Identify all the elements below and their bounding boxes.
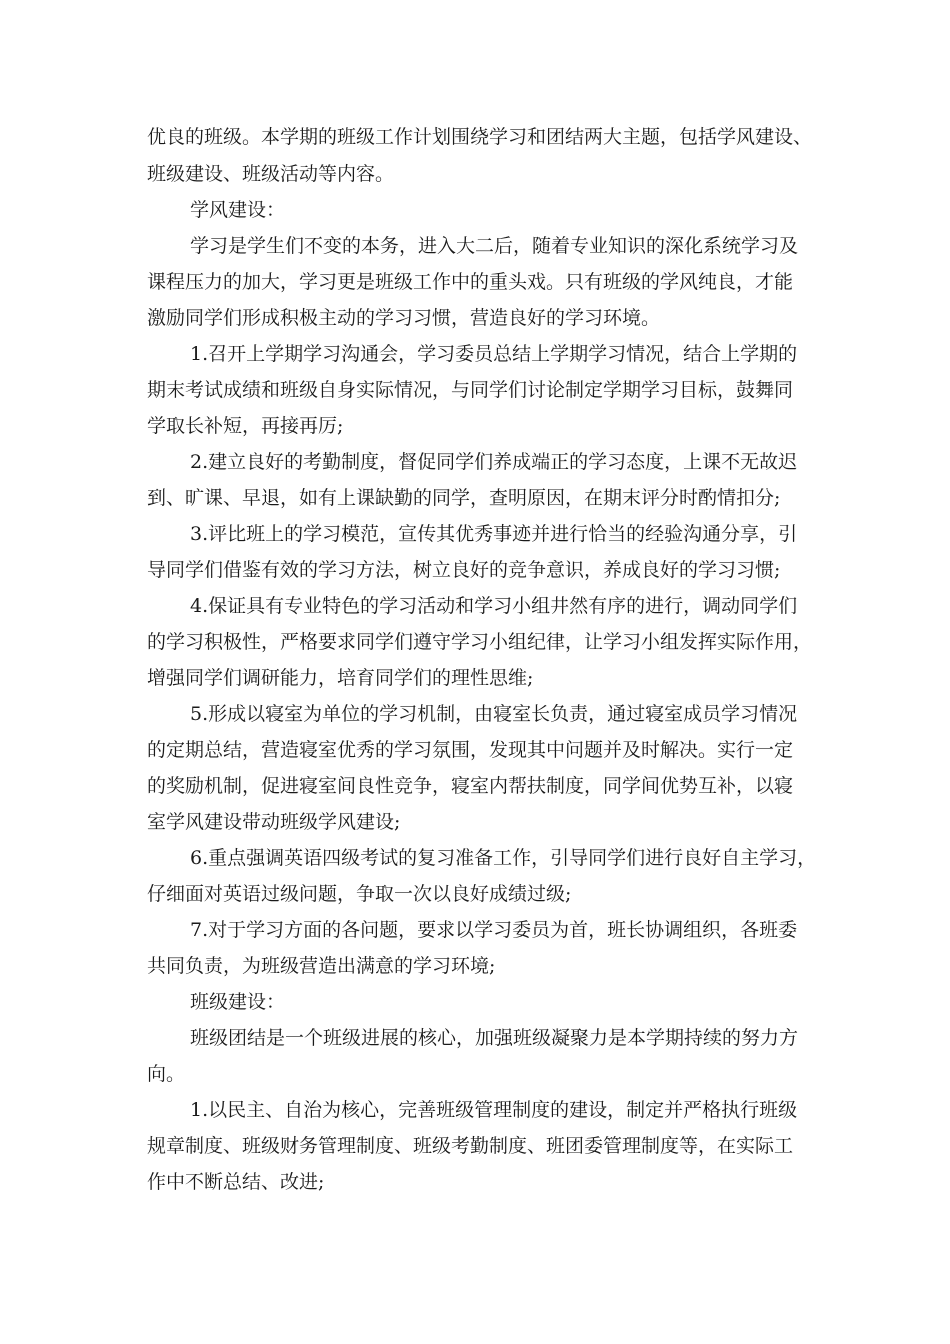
- list-item: 4.保证具有专业特色的学习活动和学习小组井然有序的进行，调动同学们: [190, 595, 798, 617]
- text-line: 学取长补短，再接再厉;: [147, 415, 344, 437]
- text-line: 激励同学们形成积极主动的学习习惯，营造良好的学习环境。: [147, 307, 661, 329]
- text-line: 的定期总结，营造寝室优秀的学习氛围，发现其中问题并及时解决。实行一定: [147, 739, 794, 761]
- text-line: 的奖励机制，促进寝室间良性竞争，寝室内帮扶制度，同学间优势互补，以寝: [147, 775, 794, 797]
- list-item: 7.对于学习方面的各问题，要求以学习委员为首，班长协调组织，各班委: [190, 919, 798, 941]
- text-line: 共同负责，为班级营造出满意的学习环境;: [147, 955, 496, 977]
- text-line: 室学风建设带动班级学风建设;: [147, 811, 401, 833]
- text-line: 规章制度、班级财务管理制度、班级考勤制度、班团委管理制度等，在实际工: [147, 1135, 794, 1157]
- text-line: 向。: [147, 1063, 186, 1085]
- text-line: 仔细面对英语过级问题，争取一次以良好成绩过级;: [147, 883, 572, 905]
- text-line: 的学习积极性，严格要求同学们遵守学习小组纪律，让学习小组发挥实际作用，: [147, 631, 813, 653]
- text-line: 作中不断总结、改进;: [147, 1171, 325, 1193]
- list-item: 2.建立良好的考勤制度，督促同学们养成端正的学习态度，上课不无故迟: [190, 451, 798, 473]
- section-heading: 班级建设：: [190, 991, 286, 1013]
- text-line: 导同学们借鉴有效的学习方法，树立良好的竞争意识，养成良好的学习习惯;: [147, 559, 781, 581]
- text-line: 到、旷课、早退，如有上课缺勤的同学，查明原因，在期末评分时酌情扣分;: [147, 487, 781, 509]
- text-line: 期末考试成绩和班级自身实际情况，与同学们讨论制定学期学习目标，鼓舞同: [147, 379, 794, 401]
- text-line: 优良的班级。本学期的班级工作计划围绕学习和团结两大主题，包括学风建设、: [147, 126, 813, 148]
- list-item: 1.以民主、自治为核心，完善班级管理制度的建设，制定并严格执行班级: [190, 1099, 798, 1121]
- text-line: 班级团结是一个班级进展的核心，加强班级凝聚力是本学期持续的努力方: [190, 1027, 799, 1049]
- text-line: 学习是学生们不变的本务，进入大二后，随着专业知识的深化系统学习及: [190, 235, 799, 257]
- text-line: 增强同学们调研能力，培育同学们的理性思维;: [147, 667, 534, 689]
- list-item: 5.形成以寝室为单位的学习机制，由寝室长负责，通过寝室成员学习情况: [190, 703, 798, 725]
- text-line: 课程压力的加大，学习更是班级工作中的重头戏。只有班级的学风纯良，才能: [147, 271, 794, 293]
- list-item: 6.重点强调英语四级考试的复习准备工作，引导同学们进行良好自主学习，: [190, 847, 817, 869]
- list-item: 3.评比班上的学习模范，宣传其优秀事迹并进行恰当的经验沟通分享，引: [190, 523, 798, 545]
- list-item: 1.召开上学期学习沟通会，学习委员总结上学期学习情况，结合上学期的: [190, 343, 798, 365]
- section-heading: 学风建设：: [190, 199, 286, 221]
- text-line: 班级建设、班级活动等内容。: [147, 163, 395, 185]
